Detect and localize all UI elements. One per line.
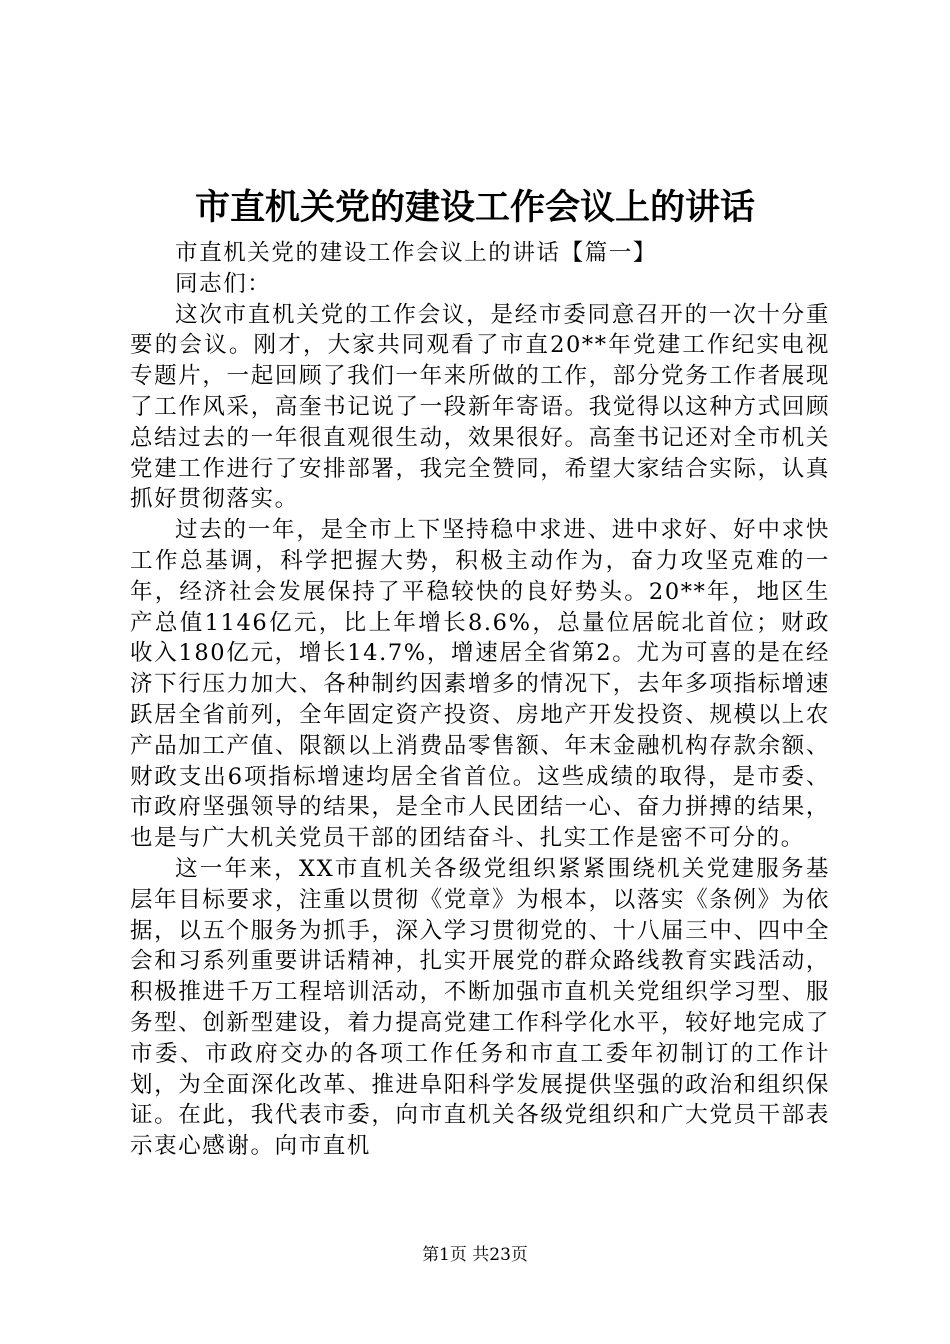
salutation: 同志们： — [175, 270, 272, 297]
paragraph: 过去的一年，是全市上下坚持稳中求进、进中求好、好中求快工作总基调，科学把握大势，积极主动作为，奋力攻坚克难的一年，经济社会发展保持了平稳较快的良好势头。20**年，地区生产总值1146亿元，比上年增长8.6%，总量位居皖北首位；财政收入180亿元，增长14.7%，增速居全省第2。尤为可喜的是在经济下行压力加大、各种制约因素增多的情况下，去年多项指标增速跃居全省前列，全年固定资产投资、房地产开发投资、规模以上农产品加工产值、限额以上消费品零售额、年末金融机构存款余额、财政支出6项指标增速均居全省首位。这些成绩的取得，是市委、市政府坚强领导的结果，是全市人民团结一心、奋力拼搏的结果，也是与广大机关党员干部的团结奋斗、扎实工作是密不可分的。 — [130, 517, 830, 852]
page-number-footer: 第1页 共23页 — [422, 1245, 528, 1265]
document-title: 市直机关党的建设工作会议上的讲话 — [194, 187, 755, 228]
paragraph: 这次市直机关党的工作会议，是经市委同意召开的一次十分重要的会议。刚才，大家共同观看了市直20**年党建工作纪实电视专题片，一起回顾了我们一年来所做的工作，部分党务工作者展现了工作风采，高奎书记说了一段新年寄语。我觉得以这种方式回顾总结过去的一年很直观很生动，效果很好。高奎书记还对全市机关党建工作进行了安排部署，我完全赞同，希望大家结合实际，认真抓好贯彻落实。 — [130, 301, 830, 513]
paragraph: 这一年来，XX市直机关各级党组织紧紧围绕机关党建服务基层年目标要求，注重以贯彻《党章》为根本，以落实《条例》为依据，以五个服务为抓手，深入学习贯彻党的、十八届三中、四中全会和习系列重要讲话精神，扎实开展党的群众路线教育实践活动，积极推进千万工程培训活动，不断加强市直机关党组织学习型、服务型、创新型建设，着力提高党建工作科学化水平，较好地完成了市委、市政府交办的各项工作任务和市直工委年初制订的工作计划，为全面深化改革、推进阜阳科学发展提供坚强的政治和组织保证。在此，我代表市委，向市直机关各级党组织和广大党员干部表示衷心感谢。向市直机 — [130, 855, 830, 1160]
section-heading: 市直机关党的建设工作会议上的讲话【篇一】 — [175, 240, 658, 266]
document-body — [130, 238, 830, 1162]
